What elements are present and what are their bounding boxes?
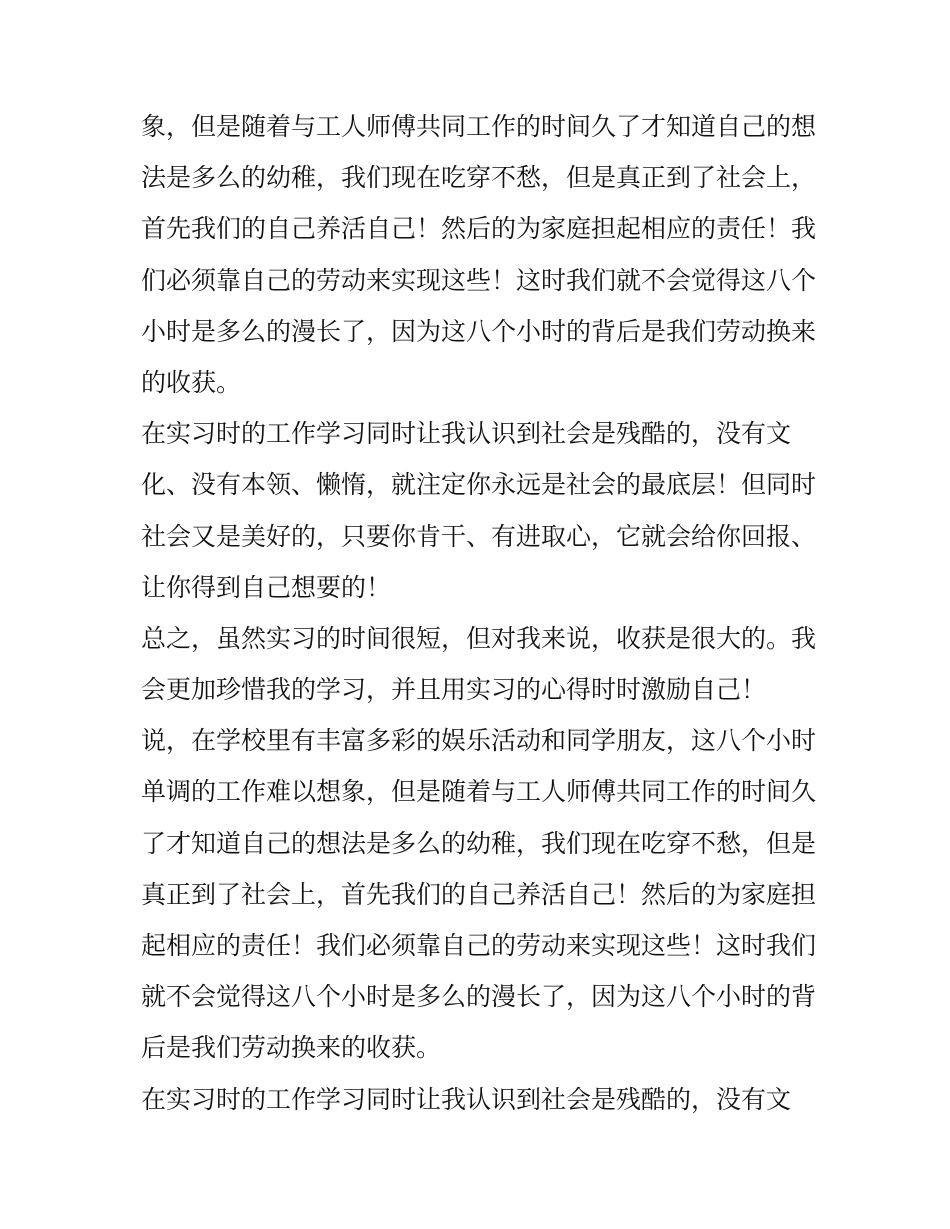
text-line: 小时是多么的漫长了，因为这八个小时的背后是我们劳动换来	[141, 316, 817, 346]
text-line: 在实习时的工作学习同时让我认识到社会是残酷的，没有文	[141, 1084, 792, 1114]
text-line: 在实习时的工作学习同时让我认识到社会是残酷的，没有文	[141, 419, 792, 449]
text-line: 法是多么的幼稚，我们现在吃穿不愁，但是真正到了社会上，	[141, 163, 817, 193]
text-line: 起相应的责任！我们必须靠自己的劳动来实现这些！这时我们	[141, 931, 817, 960]
text-line: 后是我们劳动换来的收获。	[141, 1033, 442, 1063]
text-line: 社会又是美好的，只要你肯干、有进取心，它就会给你回报、	[141, 521, 817, 551]
text-line: 的收获。	[141, 367, 242, 397]
text-line: 让你得到自己想要的！	[141, 572, 392, 602]
text-line: 真正到了社会上，首先我们的自己养活自己！然后的为家庭担	[141, 879, 817, 909]
text-line: 说，在学校里有丰富多彩的娱乐活动和同学朋友，这八个小时	[141, 726, 817, 756]
text-line: 了才知道自己的想法是多么的幼稚，我们现在吃穿不愁，但是	[141, 828, 817, 858]
text-line: 化、没有本领、懒惰，就注定你永远是社会的最底层！但同时	[141, 470, 817, 500]
text-line: 就不会觉得这八个小时是多么的漫长了，因为这八个小时的背	[141, 982, 817, 1012]
text-line: 总之，虽然实习的时间很短，但对我来说，收获是很大的。我	[141, 623, 817, 653]
text-line: 象，但是随着与工人师傅共同工作的时间久了才知道自己的想	[141, 112, 817, 141]
text-line: 们必须靠自己的劳动来实现这些！这时我们就不会觉得这八个	[141, 265, 817, 295]
text-line: 首先我们的自己养活自己！然后的为家庭担起相应的责任！我	[141, 214, 817, 244]
text-line: 会更加珍惜我的学习，并且用实习的心得时时激励自己！	[141, 675, 767, 705]
text-line: 单调的工作难以想象，但是随着与工人师傅共同工作的时间久	[141, 777, 817, 807]
document-body	[141, 101, 821, 1125]
